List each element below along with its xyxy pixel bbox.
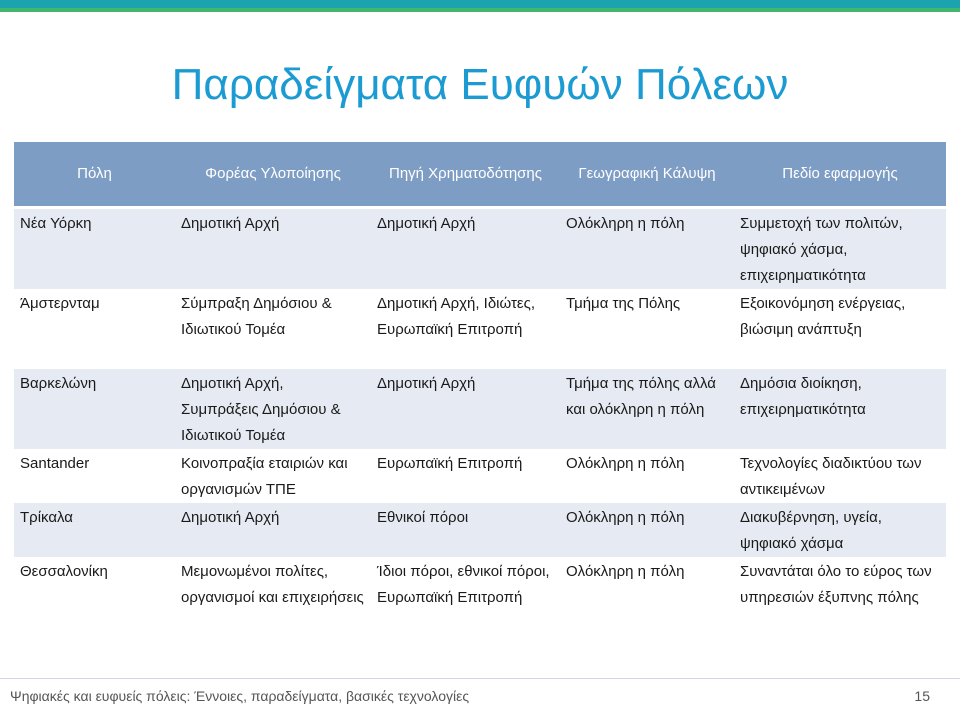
slide-footer: Ψηφιακές και ευφυείς πόλεις: Έννοιες, παραδείγματα, βασικές τεχνολογίες (10, 688, 470, 704)
header-geographic-coverage: Γεωγραφική Κάλυψη (560, 142, 734, 208)
cell-funding-source: Ευρωπαϊκή Επιτροπή (371, 449, 560, 503)
table-row (14, 208, 946, 290)
cell-implementing-body: Κοινοπραξία εταιριών και οργανισμών ΤΠΕ (175, 449, 371, 503)
cell-implementing-body: Μεμονωμένοι πολίτες, οργανισμοί και επιχειρήσεις (175, 557, 371, 637)
header-city: Πόλη (14, 142, 175, 208)
cell-application-field: Συμμετοχή των πολιτών, ψηφιακό χάσμα, επιχειρηματικότητα (734, 208, 946, 290)
cell-funding-source: Ίδιοι πόροι, εθνικοί πόροι, Ευρωπαϊκή Επιτροπή (371, 557, 560, 637)
cell-city: Θεσσαλονίκη (14, 557, 175, 637)
cell-application-field: Τεχνολογίες διαδικτύου των αντικειμένων (734, 449, 946, 503)
table-row (14, 289, 946, 369)
cell-geographic-coverage: Ολόκληρη η πόλη (560, 503, 734, 557)
cell-implementing-body: Δημοτική Αρχή (175, 208, 371, 290)
cell-implementing-body: Σύμπραξη Δημόσιου & Ιδιωτικού Τομέα (175, 289, 371, 369)
cell-funding-source: Δημοτική Αρχή (371, 369, 560, 449)
cell-city: Άμστερνταμ (14, 289, 175, 369)
cell-geographic-coverage: Ολόκληρη η πόλη (560, 449, 734, 503)
top-accent-bar (0, 0, 960, 8)
page-number: 15 (914, 688, 930, 704)
cell-geographic-coverage: Ολόκληρη η πόλη (560, 557, 734, 637)
cell-application-field: Συναντάται όλο το εύρος των υπηρεσιών έξυπνης πόλης (734, 557, 946, 637)
cell-geographic-coverage: Ολόκληρη η πόλη (560, 208, 734, 290)
header-application-field: Πεδίο εφαρμογής (734, 142, 946, 208)
cell-application-field: Εξοικονόμηση ενέργειας, βιώσιμη ανάπτυξη (734, 289, 946, 369)
cell-city: Νέα Υόρκη (14, 208, 175, 290)
table-row (14, 369, 946, 449)
smart-cities-table (14, 142, 946, 637)
cell-funding-source: Δημοτική Αρχή (371, 208, 560, 290)
footer-divider (0, 678, 960, 679)
top-accent-stripe (0, 8, 960, 12)
header-funding-source: Πηγή Χρηματοδότησης (371, 142, 560, 208)
cell-geographic-coverage: Τμήμα της Πόλης (560, 289, 734, 369)
table-row (14, 503, 946, 557)
cell-geographic-coverage: Τμήμα της πόλης αλλά και ολόκληρη η πόλη (560, 369, 734, 449)
cell-funding-source: Δημοτική Αρχή, Ιδιώτες, Ευρωπαϊκή Επιτροπή (371, 289, 560, 369)
cell-application-field: Δημόσια διοίκηση, επιχειρηματικότητα (734, 369, 946, 449)
slide-title: Παραδείγματα Ευφυών Πόλεων (171, 60, 789, 109)
table-row (14, 557, 946, 637)
cell-application-field: Διακυβέρνηση, υγεία, ψηφιακό χάσμα (734, 503, 946, 557)
header-implementing-body: Φορέας Υλοποίησης (175, 142, 371, 208)
cell-city: Τρίκαλα (14, 503, 175, 557)
cell-city: Santander (14, 449, 175, 503)
cell-funding-source: Εθνικοί πόροι (371, 503, 560, 557)
cell-city: Βαρκελώνη (14, 369, 175, 449)
cell-implementing-body: Δημοτική Αρχή (175, 503, 371, 557)
table-header-row (14, 142, 946, 208)
cell-implementing-body: Δημοτική Αρχή, Συμπράξεις Δημόσιου & Ιδιωτικού Τομέα (175, 369, 371, 449)
table-row (14, 449, 946, 503)
